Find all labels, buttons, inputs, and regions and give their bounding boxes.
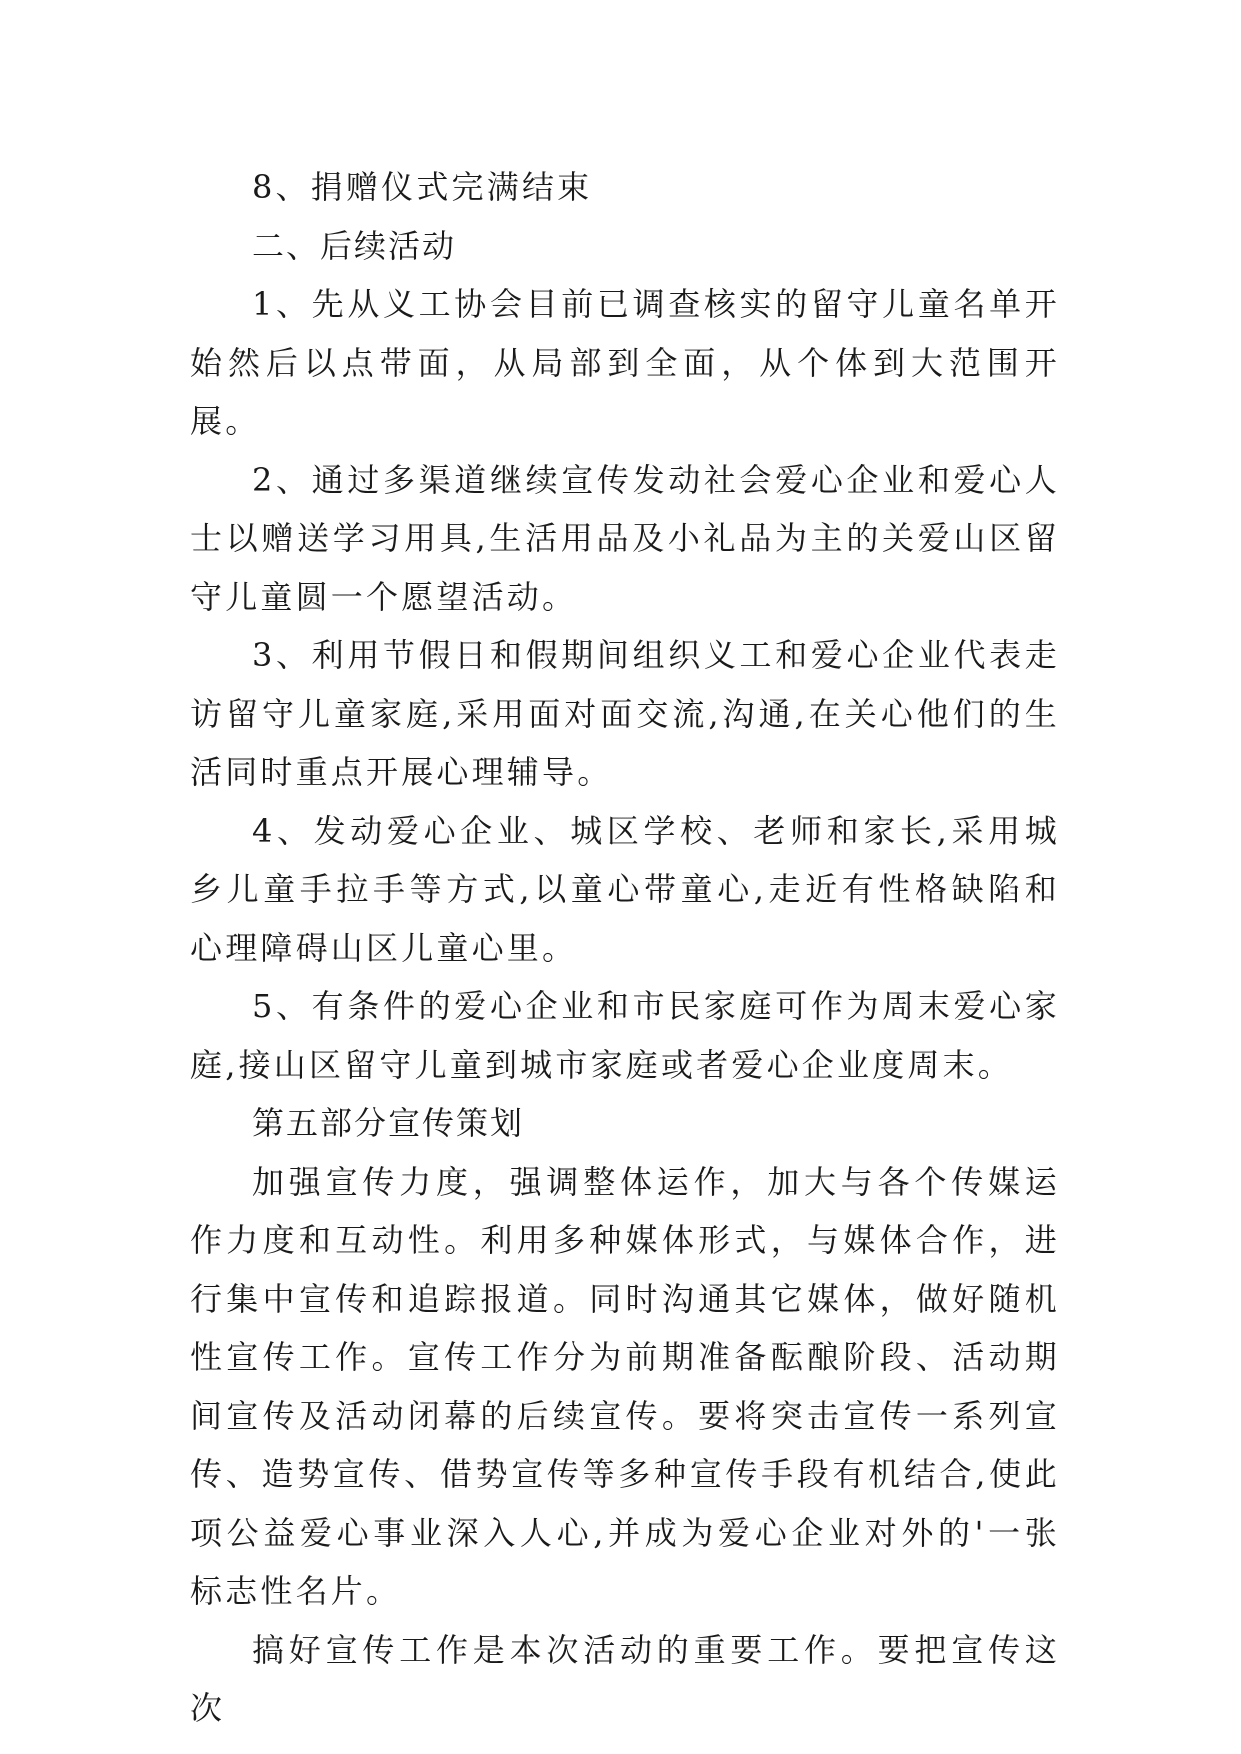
paragraph-item-3: 3、利用节假日和假期间组织义工和爱心企业代表走访留守儿童家庭,采用面对面交流,沟通,在关心他们的生活同时重点开展心理辅导。 — [190, 636, 1060, 791]
paragraph-item-1: 1、先从义工协会目前已调查核实的留守儿童名单开始然后以点带面，从局部到全面，从个体到大范围开展。 — [190, 285, 1060, 440]
document-body — [190, 158, 1060, 1738]
paragraph-publicity-body: 加强宣传力度，强调整体运作，加大与各个传媒运作力度和互动性。利用多种媒体形式，与媒体合作，进行集中宣传和追踪报道。同时沟通其它媒体，做好随机性宣传工作。宣传工作分为前期准备酝酿阶段、活动期间宣传及活动闭幕的后续宣传。要将突击宣传一系列宣传、造势宣传、借势宣传等多种宣传手段有机结合,使此项公益爱心事业深入人心,并成为爱心企业对外的'一张标志性名片。 — [190, 1162, 1060, 1610]
section-heading-follow-up: 二、后续活动 — [252, 226, 457, 265]
paragraph-item-8: 8、捐赠仪式完满结束 — [252, 168, 593, 206]
section-heading-publicity: 第五部分宣传策划 — [252, 1104, 525, 1142]
paragraph-item-4: 4、发动爱心企业、城区学校、老师和家长,采用城乡儿童手拉手等方式,以童心带童心,走近有性格缺陷和心理障碍山区儿童心里。 — [190, 811, 1060, 967]
paragraph-item-2: 2、通过多渠道继续宣传发动社会爱心企业和爱心人士以赠送学习用具,生活用品及小礼品为主的关爱山区留守儿童圆一个愿望活动。 — [190, 460, 1060, 616]
paragraph-item-5: 5、有条件的爱心企业和市民家庭可作为周末爱心家庭,接山区留守儿童到城市家庭或者爱心企业度周末。 — [190, 987, 1060, 1084]
paragraph-publicity-continued: 搞好宣传工作是本次活动的重要工作。要把宣传这次 — [190, 1630, 1060, 1727]
